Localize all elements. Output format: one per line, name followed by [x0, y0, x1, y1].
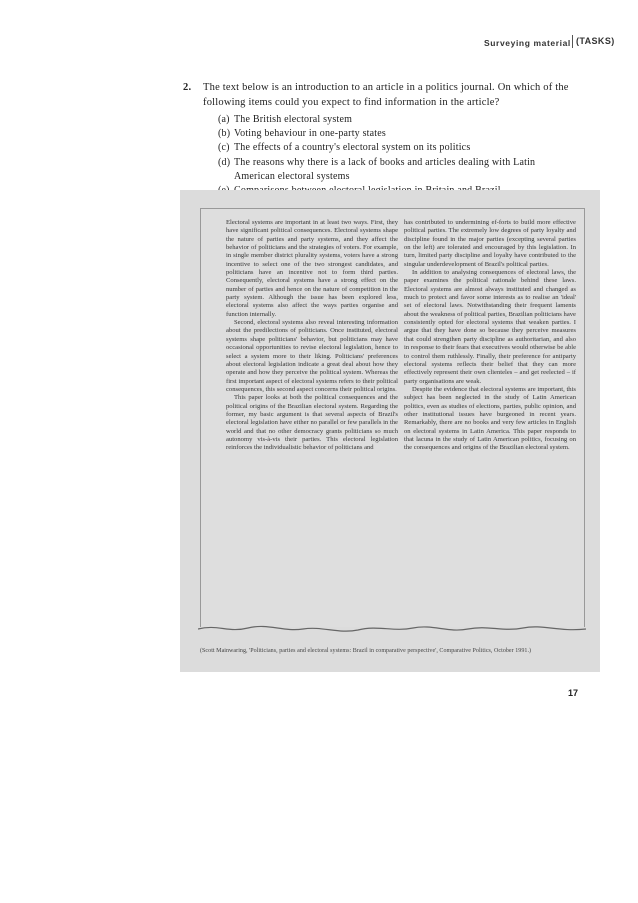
option-letter: (b) — [218, 128, 231, 140]
article-paragraph: Electoral systems are important in at least two ways. First, they have significant political consequences. Electoral systems shape the nature of parties and party systems, and they affect the behavior of politicians and the strategies of voters. For example, in single member district plurality systems, voters have a strong incentive to select one of the two strongest candidates, and politicians have an incentive not to form third parties. Consequently, electoral systems have a strong effect on the number of parties and hence on the nature of competition in the party system. Although the issue has been explored less, electoral systems also affect the ways parties organise and function internally. — [226, 219, 398, 318]
tasks-label: (TASKS) — [576, 36, 615, 46]
header-divider — [572, 35, 573, 48]
option-letter: (d) — [218, 156, 231, 168]
article-paragraph: Second, electoral systems also reveal interesting information about the predilections of politicians. Once instituted, electoral systems shape politicians' behavior, but politicians may have occasional opportunities to revise electoral legislation, hence to select a system more to their liking. Politicians' preferences about electoral legislation indicate a great deal about how they operate and how they perceive the political system. Whereas the first important aspect of electoral systems refers to their political consequences, this second aspect concerns their political origins. — [226, 319, 398, 393]
article-paragraph: has contributed to undermining ef-forts to build more effective political parties. The extremely low degrees of party loyalty and discipline found in the major parties (excepting several parties on the left) are tolerated and encouraged by this legislation. In turn, limited party discipline and loyalty have contributed to the singular underdevelopment of Brazil's political parties. — [404, 219, 576, 268]
section-title: Surveying material — [484, 38, 571, 48]
article-right-column — [404, 219, 576, 453]
option-b — [218, 127, 578, 141]
option-c — [218, 141, 578, 155]
article-paragraph: This paper looks at both the political consequences and the political origins of the Brazilian electoral system. Regarding the former, my basic argument is that several aspects of Brazil's electoral legislation have either no parallel or few parallels in the world and that no other democracy grants politicians so much autonomy vis-à-vis their parties. This electoral legislation reinforces the individualistic behavior of politicians and — [226, 394, 398, 452]
option-letter: (a) — [218, 114, 230, 125]
article-scan — [180, 190, 600, 672]
option-text: The British electoral system — [234, 114, 353, 125]
option-text: Voting behaviour in one-party states — [234, 128, 386, 140]
option-d — [218, 156, 578, 184]
options-list — [218, 113, 578, 198]
question-block — [183, 80, 583, 110]
question-number: 2. — [183, 82, 192, 93]
option-text: The reasons why there is a lack of books and articles dealing with Latin American electoral systems — [234, 156, 536, 182]
question-text: The text below is an introduction to an article in a politics journal. On which of the following items could you expect to find information in the article? — [203, 82, 569, 108]
article-paragraph: Despite the evidence that electoral systems are important, this subject has been neglected in the study of Latin American politics, even as studies of elections, parties, public opinion, and other institutional issues have burgeoned in recent years. Remarkably, there are no books and very few articles in English on electoral systems in Latin America. This paper responds to that lacuna in the study of Latin American politics, focusing on the consequences and origins of the Brazilian electoral system. — [404, 385, 576, 452]
option-text: The effects of a country's electoral system on its politics — [234, 142, 471, 154]
article-caption: (Scott Mainwaring, 'Politicians, parties and electoral systems: Brazil in comparative perspective', Comparative Politics, October 1991.) — [200, 648, 532, 654]
page-number: 17 — [568, 688, 579, 698]
article-left-column — [226, 219, 398, 453]
article-frame — [200, 208, 585, 627]
article-paragraph: In addition to analysing consequences of electoral laws, the paper examines the political rationale behind these laws. Electoral systems are almost always instituted and changed as much to protect and favor some interests as to realise an 'ideal' set of electoral laws. Notwithstanding their frequent laments about the weakness of political parties, Brazilian politicians have consistently opted for electoral systems that weaken parties. I argue that they have done so because they perceive measures that could strengthen party discipline as authoritarian, and also in response to their fears that executives would otherwise be able to control them ruthlessly. Finally, their preference for antiparty electoral systems reflects their belief that they can more effectively represent their own clienteles – and get reelected – if party organisations are weak. — [404, 269, 576, 385]
option-a — [218, 113, 578, 127]
torn-edge — [198, 622, 586, 636]
option-letter: (c) — [218, 142, 230, 154]
